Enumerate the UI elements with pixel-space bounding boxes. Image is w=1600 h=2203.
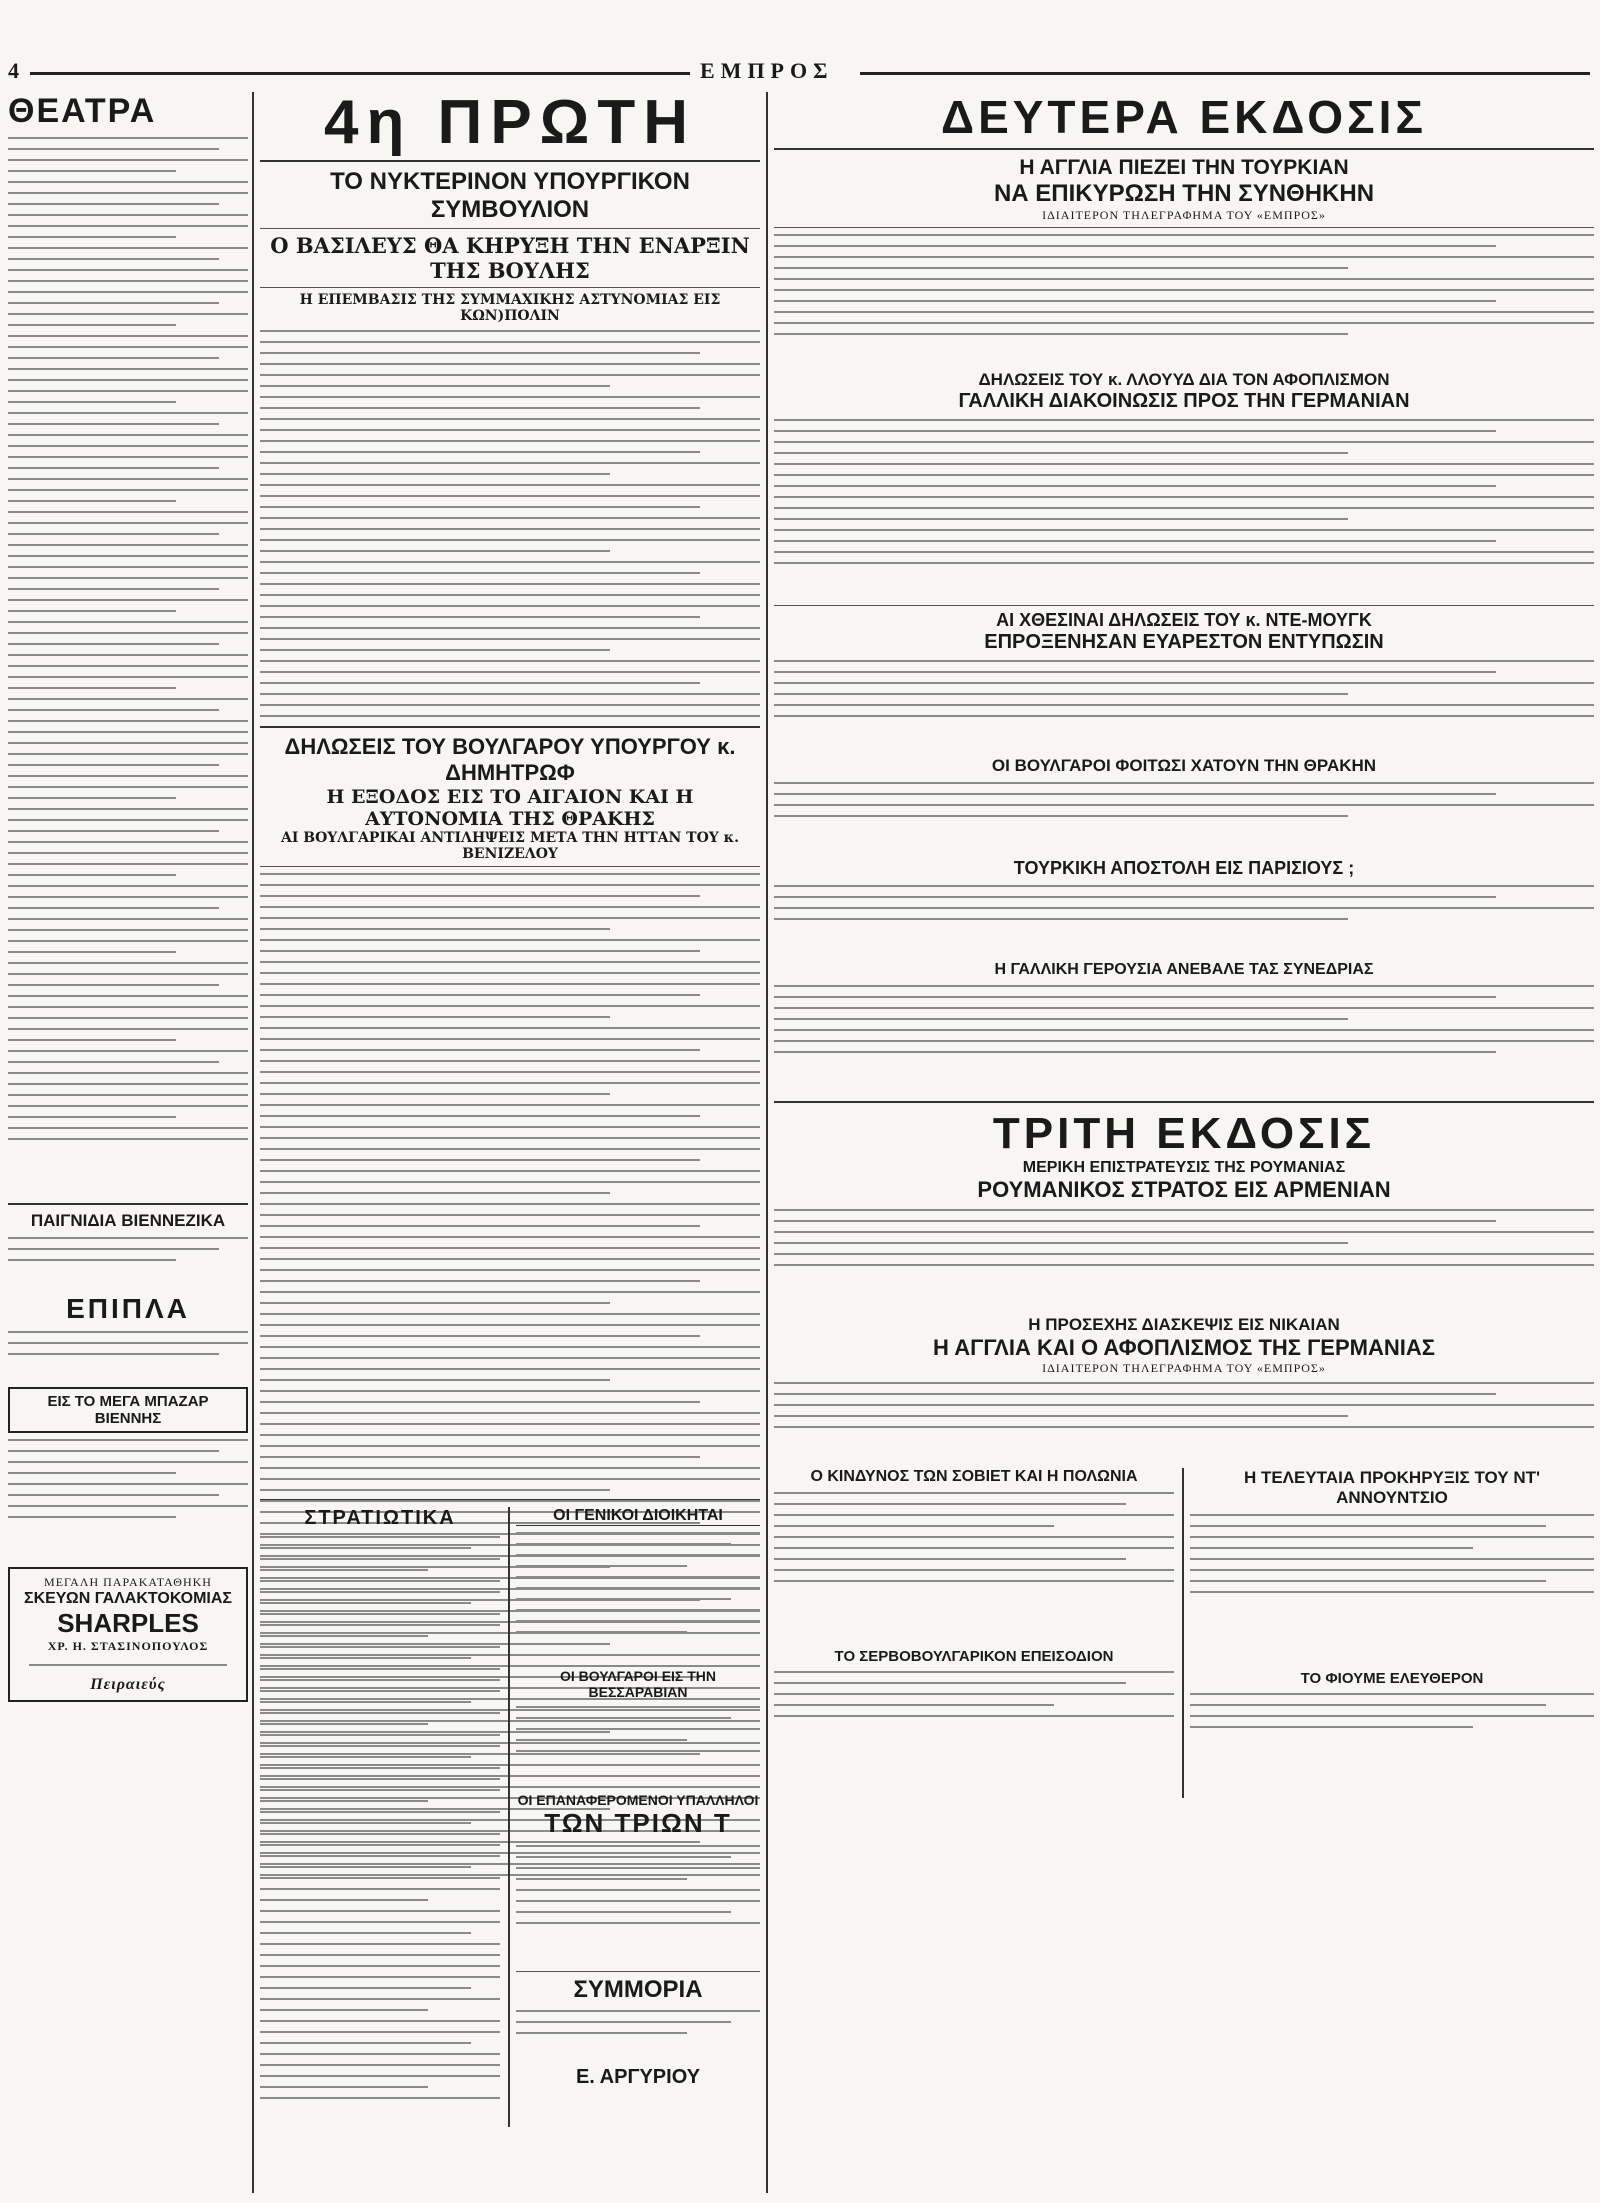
nice-telegram: ΙΔΙΑΙΤΕΡΟΝ ΤΗΛΕΓΡΑΦΗΜΑ ΤΟΥ «ΕΜΠΡΟΣ» [1042,1361,1326,1375]
lloyd-headline: ΔΗΛΩΣΕΙΣ ΤΟΥ κ. ΛΛΟΥΥΔ ΔΙΑ ΤΟΝ ΑΦΟΠΛΙΣΜΟΝ [978,370,1390,389]
paper-name: ΕΜΠΡΟΣ [700,58,834,83]
third-edition-banner: ΤΡΙΤΗ ΕΚΔΟΣΙΣ [992,1109,1376,1158]
bottom-right-split [774,1468,1594,1798]
turkish-mission-headline: ΤΟΥΡΚΙΚΗ ΑΠΟΣΤΟΛΗ ΕΙΣ ΠΑΡΙΣΙΟΥΣ ; [1013,858,1355,878]
dimitrov-article [260,873,760,1493]
soviet-headline: Ο ΚΙΝΔΥΝΟΣ ΤΩΝ ΣΟΒΙΕΤ ΚΑΙ Η ΠΟΛΩΝΙΑ [810,1468,1138,1485]
returning-title: ΟΙ ΕΠΑΝΑΦΕΡΟΜΕΝΟΙ ΥΠΑΛΛΗΛΟΙ [517,1792,759,1808]
right-editions [774,92,1594,2193]
furniture-section-title: ΕΠΙΠΛΑ [66,1293,190,1324]
first-edition [260,92,760,2193]
sharples-city: Πειραιεύς [90,1676,166,1693]
bessarabia-title: ΟΙ ΒΟΥΛΓΑΡΟΙ ΕΙΣ ΤΗΝ ΒΕΣΣΑΡΑΒΙΑΝ [560,1668,716,1700]
soviet-article [774,1492,1174,1642]
theatre-listings [8,137,248,1197]
sharples-ad-line: ΣΚΕΥΩΝ ΓΑΛΑΚΤΟΚΟΜΙΑΣ [23,1590,233,1607]
fiume-headline: ΤΟ ΦΙΟΥΜΕ ΕΛΕΥΘΕΡΟΝ [1300,1670,1484,1687]
senate-article [774,985,1594,1095]
moug-subheadline: ΕΠΡΟΞΕΝΗΣΑΝ ΕΥΑΡΕΣΤΟΝ ΕΝΤΥΠΩΣΙΝ [984,631,1384,653]
nice-article [774,1382,1594,1462]
bessarabia-article [516,1706,760,1786]
serbo-article [774,1671,1174,1771]
king-subheadline: Ο ΒΑΣΙΛΕΥΣ ΘΑ ΚΗΡΥΞΗ ΤΗΝ ΕΝΑΡΞΙΝ ΤΗΣ ΒΟΥΛΗΣ [270,233,750,283]
turkey-headline-1: Η ΑΓΓΛΙΑ ΠΙΕΖΕΙ ΤΗΝ ΤΟΥΡΚΙΑΝ [1019,156,1349,179]
sharples-ad [8,1567,248,1702]
moug-article [774,660,1594,750]
games-text [8,1237,248,1287]
moug-headline: ΑΙ ΧΘΕΣΙΝΑΙ ΔΗΛΩΣΕΙΣ ΤΟΥ κ. ΝΤΕ-ΜΟΥΓΚ [996,610,1372,630]
turkey-headline-2: ΝΑ ΕΠΙΚΥΡΩΣΗ ΤΗΝ ΣΥΝΘΗΚΗΝ [993,180,1375,207]
troupe-title: ΣΥΜΜΟΡΙΑ [573,1976,703,2003]
furniture-text [8,1331,248,1381]
military-article [260,1536,500,2136]
masthead-rule-right [860,72,1590,75]
cabinet-headline: ΤΟ ΝΥΚΤΕΡΙΝΟΝ ΥΠΟΥΡΓΙΚΟΝ ΣΥΜΒΟΥΛΙΟΝ [330,168,690,223]
page-number: 4 [8,58,19,83]
nice-headline: Η ΠΡΟΣΕΧΗΣ ΔΙΑΣΚΕΨΙΣ ΕΙΣ ΝΙΚΑΙΑΝ [1028,1315,1340,1334]
bulgarian-views-subheadline: ΑΙ ΒΟΥΛΓΑΡΙΚΑΙ ΑΝΤΙΛΗΨΕΙΣ ΜΕΤΑ ΤΗΝ ΗΤΤΑΝ ΤΟΥ κ. ΒΕΝΙΖΕΛΟΥ [280,830,740,862]
dimitrov-headline: ΔΗΛΩΣΕΙΣ ΤΟΥ ΒΟΥΛΓΑΡΟΥ ΥΠΟΥΡΓΟΥ κ. ΔΗΜΗΤΡΩΦ [284,734,736,785]
governors-article [516,1532,760,1662]
senate-headline: Η ΓΑΛΛΙΚΗ ΓΕΡΟΥΣΙΑ ΑΝΕΒΑΛΕ ΤΑΣ ΣΥΝΕΔΡΙΑΣ [994,961,1374,978]
police-subheadline: Η ΕΠΕΜΒΑΣΙΣ ΤΗΣ ΣΥΜΜΑΧΙΚΗΣ ΑΣΤΥΝΟΜΙΑΣ ΕΙΣ ΚΩΝ)ΠΟΛΙΝ [299,292,721,324]
cabinet-article [260,330,760,720]
fiume-article [1190,1693,1594,1773]
annunzio-headline: Η ΤΕΛΕΥΤΑΙΑ ΠΡΟΚΗΡΥΞΙΣ ΤΟΥ ΝΤ' ΑΝΝΟΥΝΤΣΙΟ [1243,1468,1541,1507]
signature: Ε. ΑΡΓΥΡΙΟΥ [575,2066,701,2088]
left-column [8,92,248,2193]
games-section-title: ΠΑΙΓΝΙΔΙΑ ΒΙΕΝΝΕΖΙΚΑ [30,1211,226,1230]
masthead [0,58,1600,88]
bazaar-text [8,1439,248,1559]
romania-headline: ΡΟΥΜΑΝΙΚΟΣ ΣΤΡΑΤΟΣ ΕΙΣ ΑΡΜΕΝΙΑΝ [977,1177,1391,1202]
second-edition-banner: ΔΕΥΤΕΡΑ ΕΚΔΟΣΙΣ [941,92,1427,143]
column-rule-1 [252,92,254,2193]
lower-center [260,1507,760,2127]
lloyd-article [774,419,1594,599]
column-rule-2 [766,92,768,2193]
romania-sub: ΜΕΡΙΚΗ ΕΠΙΣΤΡΑΤΕΥΣΙΣ ΤΗΣ ΡΟΥΜΑΝΙΑΣ [1022,1159,1346,1176]
military-title: ΣΤΡΑΤΙΩΤΙΚΑ [304,1507,456,1529]
lloyd-subheadline: ΓΑΛΛΙΚΗ ΔΙΑΚΟΙΝΩΣΙΣ ΠΡΟΣ ΤΗΝ ΓΕΡΜΑΝΙΑΝ [958,390,1410,412]
sharples-ad-top: ΜΕΓΑΛΗ ΠΑΡΑΚΑΤΑΘΗΚΗ [44,1575,212,1589]
romania-article [774,1209,1594,1309]
thrace-subheadline: Η ΕΞΟΔΟΣ ΕΙΣ ΤΟ ΑΙΓΑΙΟΝ ΚΑΙ Η ΑΥΤΟΝΟΜΙΑ ΤΗΣ ΘΡΑΚΗΣ [326,786,694,830]
returning-title-2: ΤΩΝ ΤΡΙΩΝ Τ [544,1808,732,1838]
returning-article [516,1845,760,1965]
governors-title: ΟΙ ΓΕΝΙΚΟΙ ΔΙΟΙΚΗΤΑΙ [516,1507,760,1526]
troupe-text [516,2010,760,2060]
sharples-brand: SHARPLES [57,1608,199,1638]
nice-subheadline: Η ΑΓΓΛΙΑ ΚΑΙ Ο ΑΦΟΠΛΙΣΜΟΣ ΤΗΣ ΓΕΡΜΑΝΙΑΣ [933,1335,1435,1360]
turkey-article [774,234,1594,364]
theatres-title: ΘΕΑΤΡΑ [8,92,157,130]
masthead-rule-left [30,72,690,75]
serbo-headline: ΤΟ ΣΕΡΒΟΒΟΥΛΓΑΡΙΚΟΝ ΕΠΕΙΣΟΔΙΟΝ [834,1648,1114,1665]
annunzio-article [1190,1514,1594,1664]
telegram-caption: ΙΔΙΑΙΤΕΡΟΝ ΤΗΛΕΓΡΑΦΗΜΑ ΤΟΥ «ΕΜΠΡΟΣ» [1042,208,1326,222]
thrace-headline: ΟΙ ΒΟΥΛΓΑΡΟΙ ΦΟΙΤΩΣΙ ΧΑΤΟΥΝ ΤΗΝ ΘΡΑΚΗΝ [991,756,1377,775]
sharples-owner: ΧΡ. Η. ΣΤΑΣΙΝΟΠΟΥΛΟΣ [47,1639,209,1653]
first-edition-banner: 4η ΠΡΩΤΗ [323,92,697,157]
thrace-article [774,782,1594,852]
turkish-mission-article [774,885,1594,955]
bazaar-banner: ΕΙΣ ΤΟ ΜΕΓΑ ΜΠΑΖΑΡ ΒΙΕΝΝΗΣ [8,1387,248,1433]
